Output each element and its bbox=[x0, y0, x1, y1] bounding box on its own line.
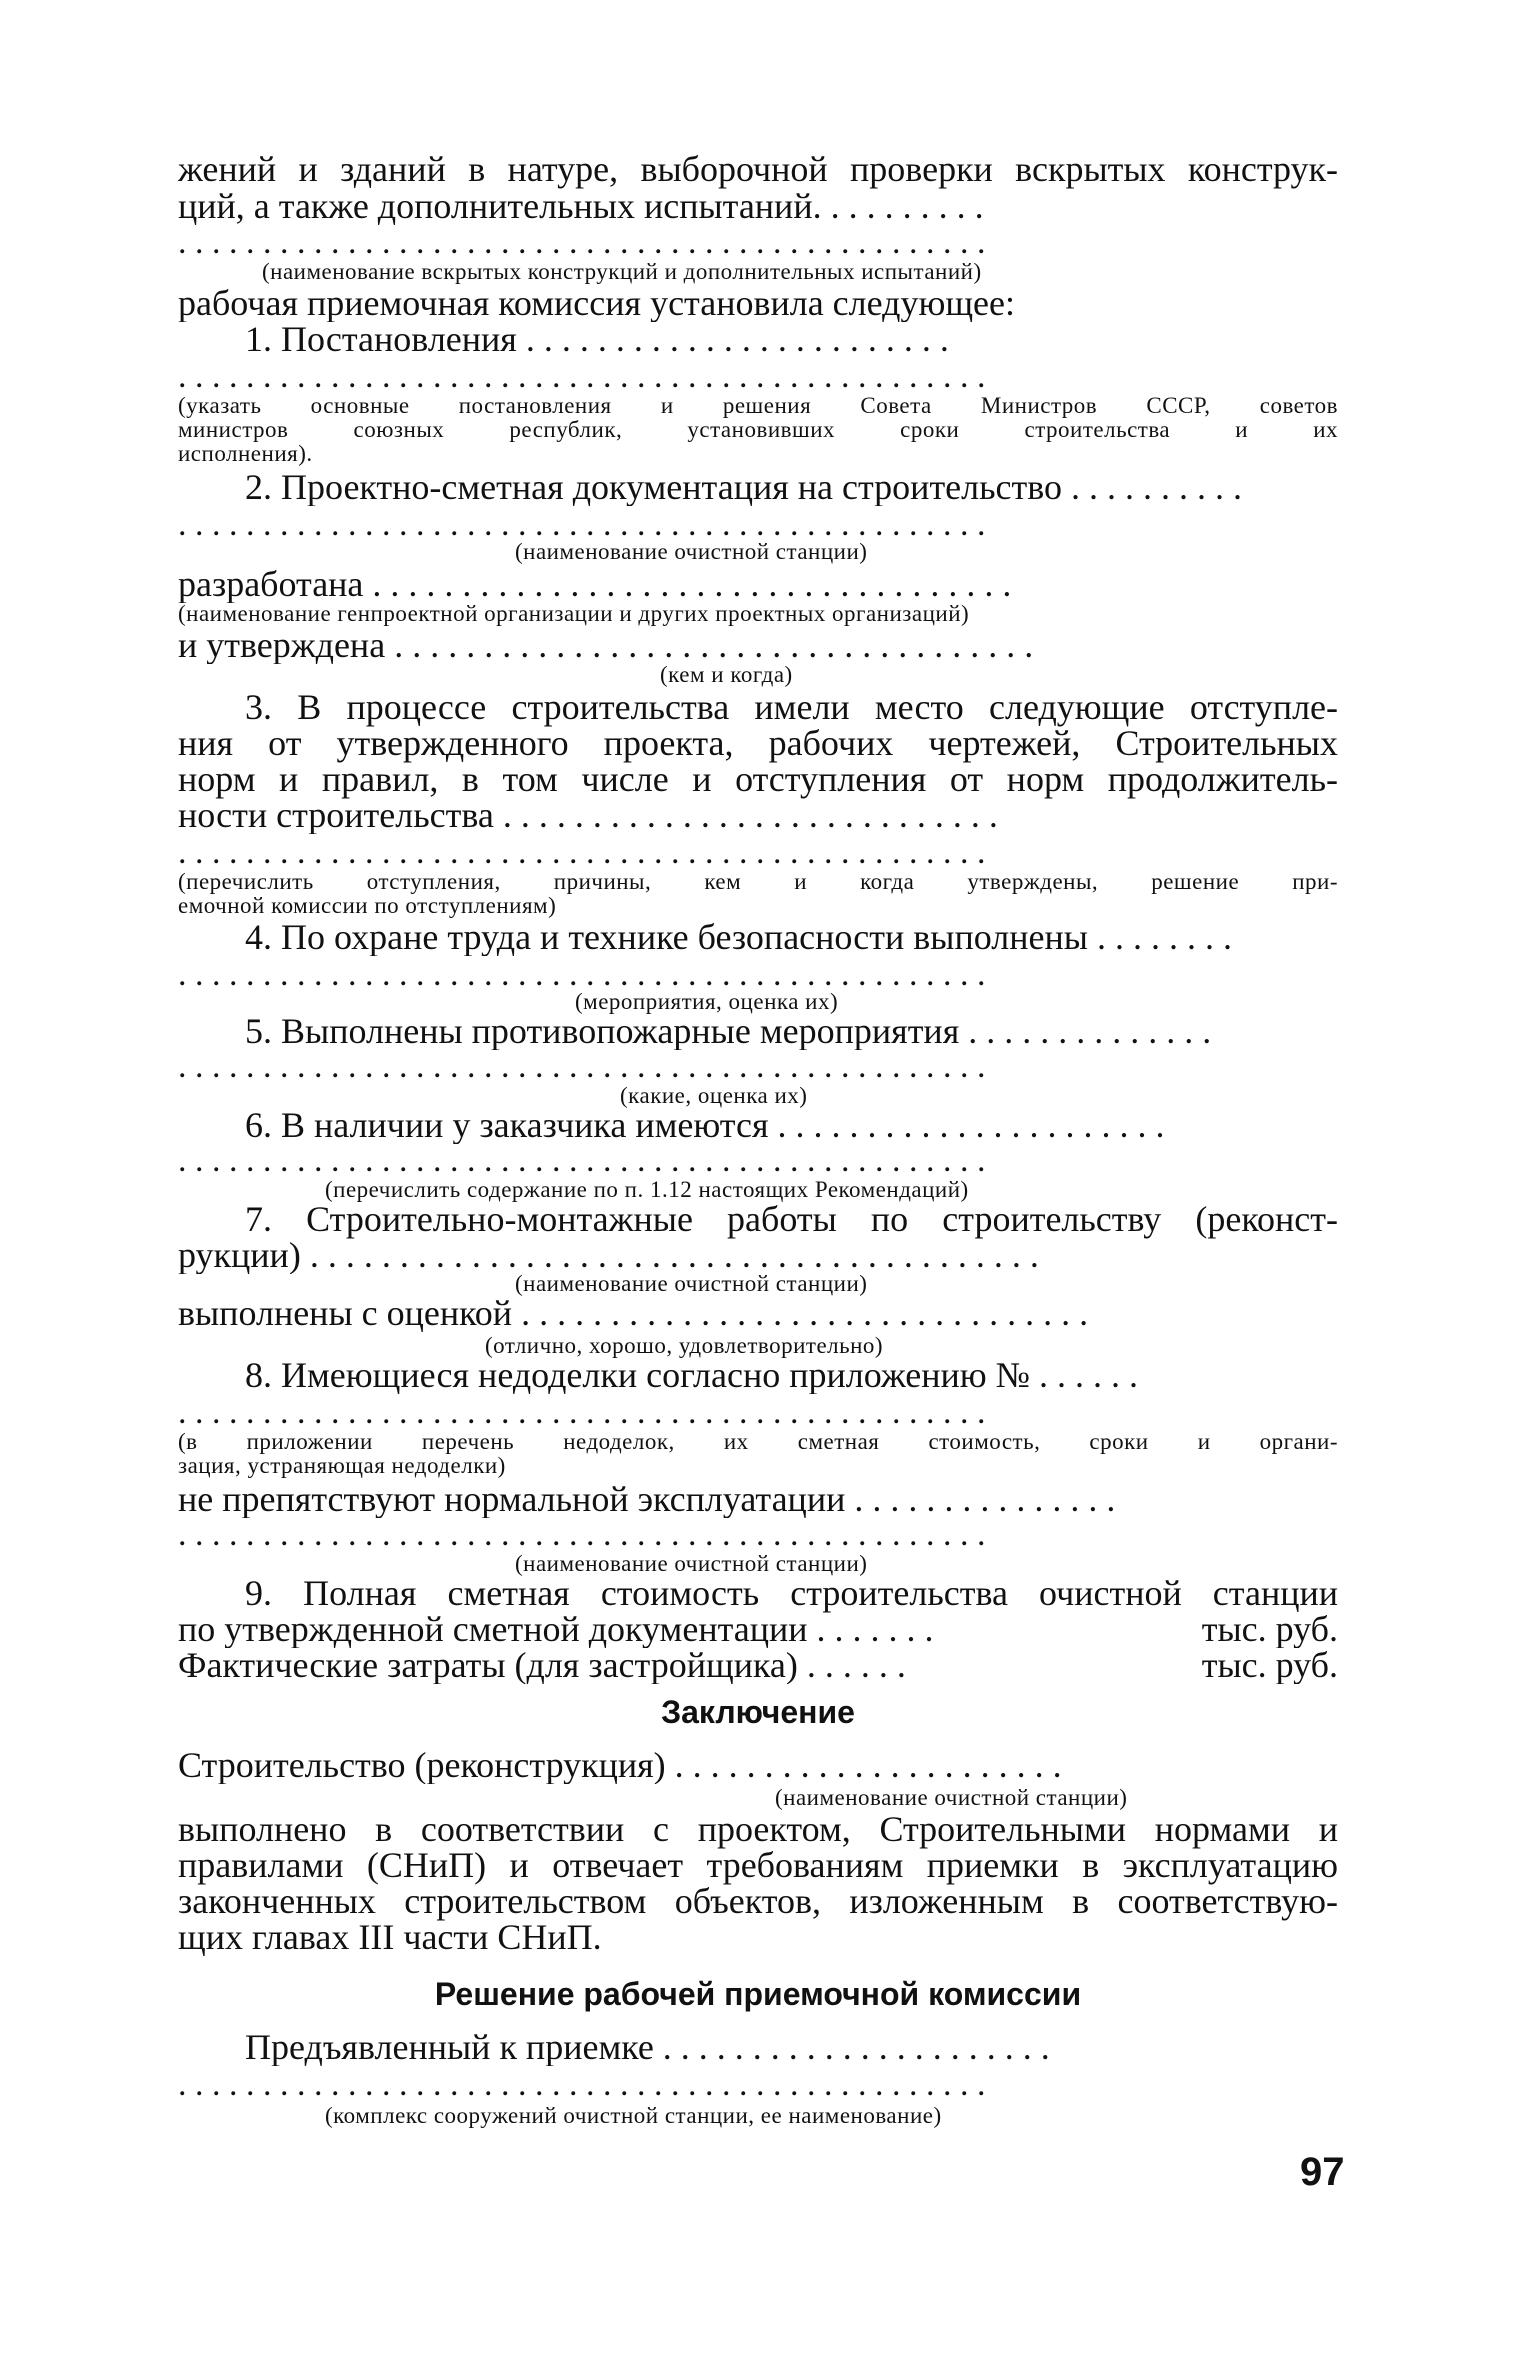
text-line: щих главах III части СНиП. bbox=[178, 1918, 602, 1956]
field-caption: (наименование вскрытых конструкций и дополнительных испытаний) bbox=[262, 259, 982, 284]
text-line: 7. Строительно-монтажные работы по строительству (реконст- bbox=[245, 1200, 1338, 1239]
field-caption: (перечислить отступления, причины, кем и когда утверждены, решение при- bbox=[178, 869, 1338, 894]
field-caption: (указать основные постановления и решения Совета Министров СССР, советов bbox=[178, 393, 1338, 418]
text-line: ций, а также дополнительных испытаний. . . . . . . . . . bbox=[178, 187, 984, 225]
text-line: норм и правил, в том числе и отступления от норм продолжитель- bbox=[178, 760, 1338, 799]
text-line: 2. Проектно-сметная документация на строительство . . . . . . . . . . bbox=[245, 468, 1242, 506]
text-line: 6. В наличии у заказчика имеются . . . . . . . . . . . . . . . . . . . . . . bbox=[245, 1106, 1165, 1144]
section-heading: Решение рабочей приемочной комиссии bbox=[434, 1976, 1082, 2012]
text-line: Фактические затраты (для застройщика) . . . . . . тыс. руб. bbox=[178, 1646, 1338, 1684]
field-caption: (в приложении перечень недоделок, их сметная стоимость, сроки и органи- bbox=[178, 1429, 1338, 1454]
dotted-fill-line: . . . . . . . . . . . . . . . . . . . . . . . . . . . . . . . . . . . . . . . . . . . . . . . . bbox=[178, 1398, 986, 1428]
text-line: по утвержденной сметной документации . . . . . . . тыс. руб. bbox=[178, 1610, 1338, 1648]
dotted-fill-line: . . . . . . . . . . . . . . . . . . . . . . . . . . . . . . . . . . . . . . . . . . . . . . . . bbox=[178, 362, 986, 392]
dotted-fill-line: . . . . . . . . . . . . . . . . . . . . . . . . . . . . . . . . . . . . . . . . . . . . . . . . bbox=[178, 1052, 986, 1082]
field-caption: (наименование генпроектной организации и других проектных организаций) bbox=[178, 601, 970, 626]
text-line: 3. В процессе строительства имели место следующие отступле- bbox=[245, 688, 1338, 727]
dotted-fill-line: . . . . . . . . . . . . . . . . . . . . . . . . . . . . . . . . . . . . . . . . . . . . . . . . bbox=[178, 838, 986, 868]
text-line: рабочая приемочная комиссия установила следующее: bbox=[178, 284, 1016, 322]
text-line: 8. Имеющиеся недоделки согласно приложению № . . . . . . bbox=[245, 1356, 1138, 1394]
field-caption: (перечислить содержание по п. 1.12 настоящих Рекомендаций) bbox=[325, 1177, 969, 1202]
field-caption: (наименование очистной станции) bbox=[515, 1551, 868, 1576]
field-caption: (какие, оценка их) bbox=[620, 1083, 808, 1108]
text-line: Строительство (реконструкция) . . . . . . . . . . . . . . . . . . . . . . bbox=[178, 1746, 1062, 1784]
dotted-fill-line: . . . . . . . . . . . . . . . . . . . . . . . . . . . . . . . . . . . . . . . . . . . . . . . . bbox=[178, 1146, 986, 1176]
text-line: и утверждена . . . . . . . . . . . . . . . . . . . . . . . . . . . . . . . . . . . . bbox=[178, 626, 1034, 664]
text-line: законченных строительством объектов, изложенным в соответствую- bbox=[178, 1882, 1338, 1921]
text-line: не препятствуют нормальной эксплуатации . . . . . . . . . . . . . . . bbox=[178, 1480, 1116, 1518]
field-caption: емочной комиссии по отступлениям) bbox=[178, 893, 557, 918]
text-line: правилами (СНиП) и отвечает требованиям приемки в эксплуатацию bbox=[178, 1846, 1338, 1885]
field-caption: зация, устраняющая недоделки) bbox=[178, 1453, 506, 1478]
section-heading: Заключение bbox=[661, 1694, 855, 1730]
text-line: 9. Полная сметная стоимость строительства очистной станции bbox=[245, 1574, 1338, 1613]
dotted-fill-line: . . . . . . . . . . . . . . . . . . . . . . . . . . . . . . . . . . . . . . . . . . . . . . . . bbox=[178, 228, 986, 258]
field-caption: (кем и когда) bbox=[660, 662, 793, 687]
text-line: 4. По охране труда и технике безопасности выполнены . . . . . . . . bbox=[245, 918, 1232, 956]
text-line: 1. Постановления . . . . . . . . . . . . . . . . . . . . . . . . bbox=[245, 320, 949, 358]
text-line: ния от утвержденного проекта, рабочих чертежей, Строительных bbox=[178, 724, 1338, 763]
field-caption: (комплекс сооружений очистной станции, ее наименование) bbox=[325, 2103, 942, 2128]
dotted-fill-line: . . . . . . . . . . . . . . . . . . . . . . . . . . . . . . . . . . . . . . . . . . . . . . . . bbox=[178, 2070, 986, 2100]
field-caption: министров союзных республик, установивших сроки строительства и их bbox=[178, 417, 1338, 442]
field-caption: (наименование очистной станции) bbox=[775, 1785, 1128, 1810]
field-caption: (наименование очистной станции) bbox=[515, 539, 868, 564]
dotted-fill-line: . . . . . . . . . . . . . . . . . . . . . . . . . . . . . . . . . . . . . . . . . . . . . . . . bbox=[178, 960, 986, 990]
field-caption: (отлично, хорошо, удовлетворительно) bbox=[485, 1333, 884, 1358]
field-caption: (мероприятия, оценка их) bbox=[575, 989, 839, 1014]
text-line: рукции) . . . . . . . . . . . . . . . . . . . . . . . . . . . . . . . . . . . . . . . . . bbox=[178, 1236, 1039, 1274]
text-line: ности строительства . . . . . . . . . . . . . . . . . . . . . . . . . . . . bbox=[178, 796, 998, 834]
text-line: выполнены с оценкой . . . . . . . . . . . . . . . . . . . . . . . . . . . . . . . . bbox=[178, 1294, 1089, 1332]
field-caption: исполнения). bbox=[178, 441, 313, 466]
unit-label: тыс. руб. bbox=[1201, 1646, 1338, 1684]
unit-label: тыс. руб. bbox=[1201, 1610, 1338, 1648]
text-line: разработана . . . . . . . . . . . . . . . . . . . . . . . . . . . . . . . . . . . . bbox=[178, 565, 1012, 603]
dotted-fill-line: . . . . . . . . . . . . . . . . . . . . . . . . . . . . . . . . . . . . . . . . . . . . . . . . bbox=[178, 1520, 986, 1550]
field-caption: (наименование очистной станции) bbox=[515, 1271, 868, 1296]
text-line: жений и зданий в натуре, выборочной проверки вскрытых конструк- bbox=[178, 150, 1338, 189]
text-line: 5. Выполнены противопожарные мероприятия . . . . . . . . . . . . . . bbox=[245, 1012, 1212, 1050]
text-line: Предъявленный к приемке . . . . . . . . . . . . . . . . . . . . . . bbox=[245, 2028, 1050, 2066]
text-line: выполнено в соответствии с проектом, Строительными нормами и bbox=[178, 1810, 1338, 1849]
dotted-fill-line: . . . . . . . . . . . . . . . . . . . . . . . . . . . . . . . . . . . . . . . . . . . . . . . . bbox=[178, 510, 986, 540]
page-number: 97 bbox=[1300, 2150, 1345, 2194]
